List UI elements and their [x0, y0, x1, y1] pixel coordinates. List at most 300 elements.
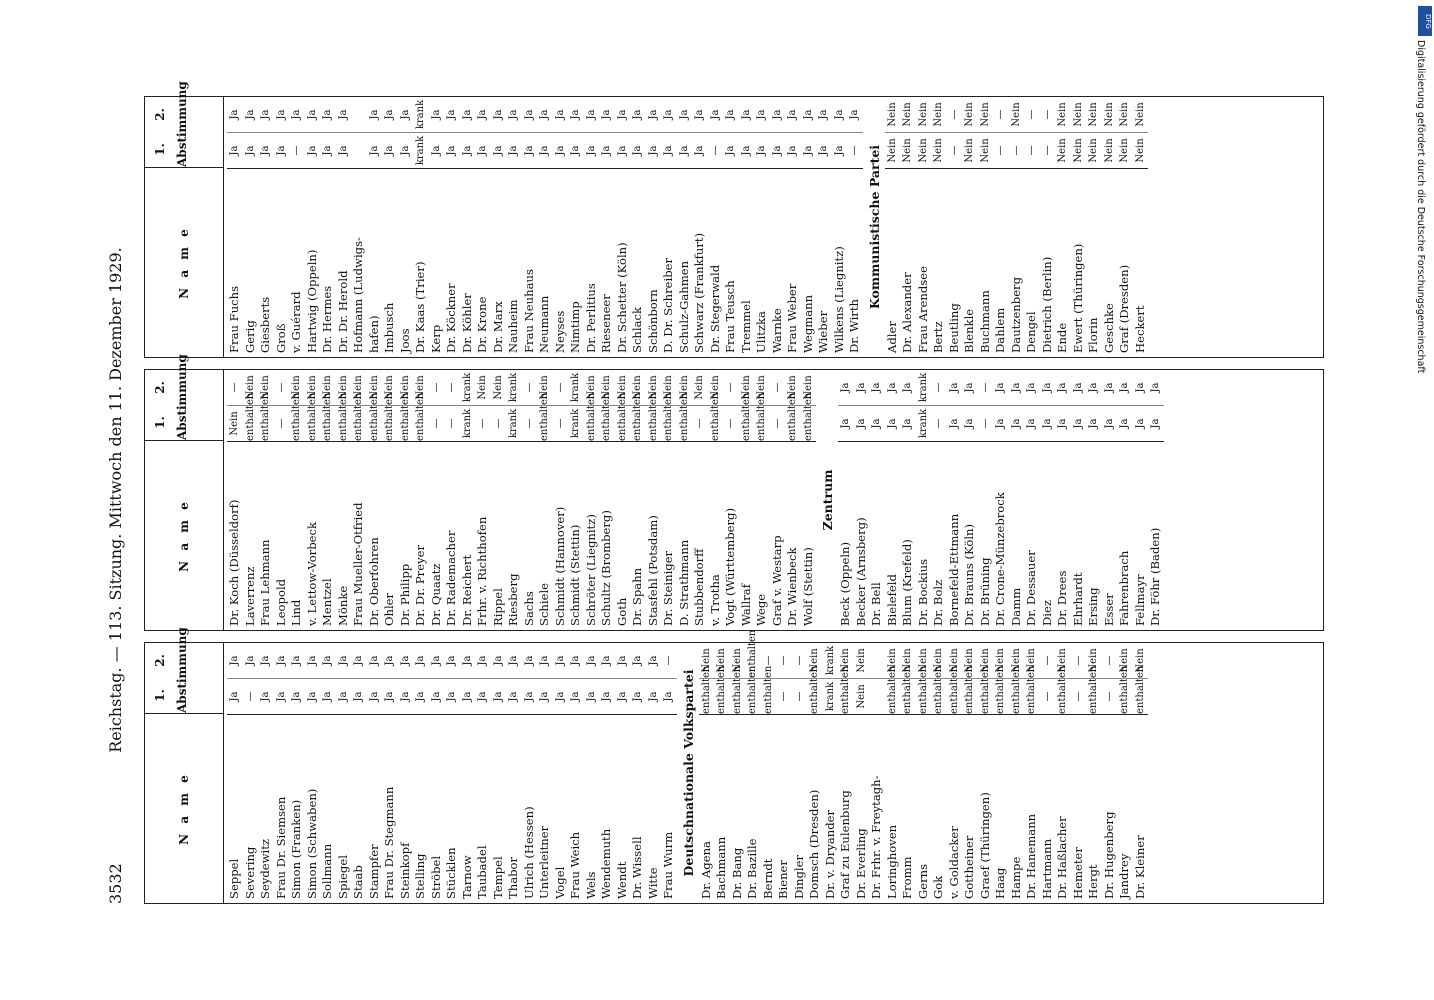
member-name: Dr. Hugenberg	[1101, 811, 1116, 899]
table-row	[962, 370, 978, 630]
member-name: Dr. Wirth	[847, 298, 861, 353]
vote-1: Ja	[568, 133, 584, 169]
vote-2: —	[1040, 643, 1056, 679]
vote-1: Ja	[243, 133, 259, 169]
member-name: Dr. Hanemann	[1024, 813, 1038, 899]
table-row	[816, 97, 832, 357]
vote-1: Ja	[584, 679, 600, 715]
table-row	[978, 97, 994, 357]
table-row	[274, 97, 290, 357]
table-row	[615, 97, 631, 357]
member-name: Dr. Rademacher	[444, 530, 458, 626]
vote-1: Ja	[398, 133, 414, 169]
member-name: Gerig	[242, 320, 257, 353]
member-name: Dr. Drees	[1055, 570, 1069, 626]
vote-1: Ja	[506, 133, 522, 169]
table-row	[444, 643, 460, 903]
table-row	[1102, 370, 1118, 630]
table-row	[962, 643, 978, 903]
member-name: Schwarz (Frankfurt)	[692, 232, 706, 353]
member-name: Giesberts	[258, 296, 272, 353]
vote-2: Nein	[398, 370, 414, 406]
vote-2: Ja	[320, 97, 336, 133]
table-row	[599, 370, 615, 630]
vote-2: Ja	[1055, 370, 1071, 406]
vote-1: Ja	[1040, 406, 1056, 442]
member-name: Wege	[754, 593, 768, 626]
member-name: Schönborn	[645, 289, 660, 353]
table-row	[692, 97, 708, 357]
table-row	[947, 370, 963, 630]
table-row	[854, 370, 870, 630]
vote-1: enthalten	[584, 406, 600, 442]
vote-1: enthalten	[289, 406, 305, 442]
member-name: Dr. Everling	[853, 828, 868, 899]
vote-1: enthalten	[699, 679, 715, 715]
vote-2: Ja	[816, 97, 832, 133]
vote-1: enthalten	[730, 679, 746, 715]
member-name: v. Trotha	[707, 574, 722, 626]
vote-1: —	[1040, 133, 1056, 169]
vote-2: Ja	[475, 643, 491, 679]
vote-1: enthalten	[413, 406, 429, 442]
table-row	[522, 370, 538, 630]
table-row	[537, 643, 553, 903]
member-name: Dr. Haßlacher	[1055, 816, 1069, 899]
vote-2: krank	[413, 97, 429, 133]
vote-1: enthalten	[1024, 679, 1040, 715]
vote-1: enthalten	[900, 679, 916, 715]
vote-2: Ja	[243, 643, 259, 679]
vote-2: Nein	[413, 370, 429, 406]
table-row	[947, 97, 963, 357]
member-name: Dr. Spahn	[630, 567, 644, 626]
member-name: Seydewitz	[258, 838, 272, 899]
table-row	[1133, 643, 1149, 903]
member-name: Dr. Bockius	[915, 558, 930, 626]
vote-1: —	[1071, 679, 1087, 715]
vote-1: enthalten	[1133, 679, 1149, 715]
vote-2: Nein	[646, 370, 662, 406]
vote-2: Ja	[869, 370, 885, 406]
member-name: Hampe	[1008, 856, 1023, 899]
member-name: Mönke	[335, 585, 350, 626]
member-name: Frau Weber	[785, 283, 799, 353]
vote-1: enthalten	[243, 406, 259, 442]
vote2-header: 2.	[153, 381, 167, 394]
vote-1: Ja	[599, 133, 615, 169]
vote-1: enthalten	[305, 406, 321, 442]
table-row	[962, 97, 978, 357]
vote-1: Nein	[931, 133, 947, 169]
member-name: Beck (Oppeln)	[838, 541, 852, 626]
table-row	[646, 643, 662, 903]
member-name: Frau Arendsee	[915, 266, 930, 353]
vote-1: Nein	[1086, 133, 1102, 169]
vote-1: krank	[413, 133, 429, 169]
table-row	[305, 643, 321, 903]
column-1	[144, 627, 1324, 904]
table-row	[723, 370, 739, 630]
table-row	[838, 643, 854, 903]
table-row	[274, 370, 290, 630]
vote-2: Ja	[553, 643, 569, 679]
vote-1: Ja	[900, 406, 916, 442]
vote-1: enthalten	[947, 679, 963, 715]
vote-2: Nein	[491, 370, 507, 406]
vote-1: Nein	[1133, 133, 1149, 169]
vote-1: enthalten	[615, 406, 631, 442]
vote-2: Nein	[615, 370, 631, 406]
vote-2: Ja	[491, 643, 507, 679]
table-row	[413, 97, 429, 357]
vote-2: Nein	[1117, 97, 1133, 133]
vote-1: —	[1102, 679, 1118, 715]
vote-2: Ja	[320, 643, 336, 679]
table-row	[1117, 97, 1133, 357]
vote-2: —	[978, 370, 994, 406]
table-row	[336, 643, 352, 903]
member-name: Schiele	[537, 582, 551, 626]
vote-2: Nein	[320, 370, 336, 406]
vote-2: Nein	[739, 370, 755, 406]
member-name: Dingler	[791, 854, 806, 899]
member-name: Frau Mueller-Otfried	[351, 502, 365, 626]
table-row	[931, 643, 947, 903]
vote-1: Ja	[1024, 406, 1040, 442]
vote-1: Ja	[460, 679, 476, 715]
table-row	[227, 97, 243, 357]
abstimmung-header: Abstimmung	[175, 627, 189, 713]
member-name: v. Guérard	[289, 291, 303, 353]
member-name: Schmidt (Stettin)	[568, 524, 582, 626]
table-row	[429, 97, 445, 357]
vote-2: Ja	[506, 97, 522, 133]
vote-1: —	[274, 406, 290, 442]
vote-2: Nein	[962, 643, 978, 679]
vote-1: enthalten	[1086, 679, 1102, 715]
vote-1: enthalten	[885, 679, 901, 715]
vote-1: Nein	[916, 133, 932, 169]
table-row	[646, 370, 662, 630]
table-row	[776, 643, 792, 903]
column-header	[145, 627, 224, 903]
table-row	[320, 97, 336, 357]
table-row	[677, 97, 693, 357]
vote-1: enthalten	[916, 679, 932, 715]
vote-2: Nein	[947, 643, 963, 679]
vote-2: Nein	[1024, 643, 1040, 679]
vote-2: Nein	[584, 370, 600, 406]
vote-2: Ja	[1148, 370, 1164, 406]
table-row	[506, 97, 522, 357]
vote-1: —	[770, 406, 786, 442]
table-row	[243, 97, 259, 357]
table-row	[792, 643, 808, 903]
table-row	[305, 370, 321, 630]
vote-2: Ja	[398, 643, 414, 679]
vote-1: enthalten	[258, 406, 274, 442]
vote-1: Ja	[289, 679, 305, 715]
vote-2: Nein	[885, 643, 901, 679]
vote-2: Nein	[900, 643, 916, 679]
vote-1: —	[947, 133, 963, 169]
vote-1: Ja	[832, 133, 848, 169]
member-name: Dr. Föhr (Baden)	[1148, 527, 1162, 626]
member-name: Fellmayr	[1132, 574, 1147, 626]
member-name: Frhr. v. Richthofen	[475, 516, 489, 626]
vote-1: Nein	[1117, 133, 1133, 169]
member-name: D. Dr. Schreiber	[661, 257, 675, 353]
vote-2: Nein	[916, 643, 932, 679]
vote-2: —	[792, 643, 808, 679]
abstimmung-header: Abstimmung	[175, 81, 189, 167]
vote-2: Ja	[475, 97, 491, 133]
member-name: Neyses	[552, 310, 567, 353]
member-name: Frau Lehmann	[258, 539, 272, 626]
member-name: Spiegel	[335, 855, 350, 899]
vote-2: Ja	[1133, 370, 1149, 406]
member-name: Ulitzka	[754, 311, 768, 353]
table-row	[900, 370, 916, 630]
vote-1: —	[792, 679, 808, 715]
vote-2: Nein	[838, 643, 854, 679]
vote-2: Ja	[351, 643, 367, 679]
vote-2: Ja	[568, 97, 584, 133]
table-row	[367, 97, 383, 357]
vote-2: —	[770, 370, 786, 406]
table-row	[475, 643, 491, 903]
table-row	[553, 370, 569, 630]
member-name: Dr. Oberfohren	[366, 537, 381, 626]
table-row	[708, 370, 724, 630]
vote-1: —	[553, 406, 569, 442]
table-row	[584, 643, 600, 903]
member-name: Vogt (Württemberg)	[723, 508, 737, 626]
vote-2: Nein	[978, 97, 994, 133]
vote-2: Nein	[243, 370, 259, 406]
table-row	[978, 370, 994, 630]
vote-2: —	[723, 370, 739, 406]
table-row	[553, 97, 569, 357]
vote-1: Ja	[584, 133, 600, 169]
party-heading: Zentrum	[820, 469, 835, 531]
member-name: Dr. Bang	[729, 847, 744, 899]
member-name: Simon (Schwaben)	[304, 788, 319, 899]
table-row	[978, 643, 994, 903]
vote-1: Ja	[816, 133, 832, 169]
vote-2: Ja	[785, 97, 801, 133]
vote-2: —	[522, 370, 538, 406]
table-row	[491, 97, 507, 357]
member-name: Dr. Marx	[490, 301, 505, 353]
vote-2: —	[931, 370, 947, 406]
table-row	[1024, 643, 1040, 903]
table-row	[630, 643, 646, 903]
member-name: Geschke	[1101, 303, 1116, 353]
member-name: Dr. Brüning	[977, 557, 992, 626]
table-row	[770, 370, 786, 630]
member-name: Neumann	[537, 295, 551, 353]
table-row	[522, 97, 538, 357]
member-name: Kerp	[428, 324, 443, 353]
vote-1: Ja	[785, 133, 801, 169]
member-name: hafen)	[366, 315, 381, 353]
member-name: Gok	[931, 875, 945, 899]
vote-2: Nein	[708, 370, 724, 406]
table-row	[754, 370, 770, 630]
table-row	[1071, 370, 1087, 630]
table-row	[723, 97, 739, 357]
vote-2: Ja	[398, 97, 414, 133]
member-name: Ende	[1055, 322, 1069, 353]
vote-2: Nein	[900, 97, 916, 133]
member-name: Frau Dr. Siemsen	[273, 796, 288, 899]
table-row	[491, 370, 507, 630]
member-name: Ohler	[382, 592, 396, 626]
vote-1: Ja	[854, 406, 870, 442]
table-row	[1040, 97, 1056, 357]
member-name: Domsch (Dresden)	[807, 789, 821, 899]
page-number: 3532	[106, 863, 125, 904]
vote-2: Ja	[854, 370, 870, 406]
vote-1: enthalten	[754, 406, 770, 442]
vote-1: Ja	[770, 133, 786, 169]
table-row	[506, 643, 522, 903]
vote-2: Ja	[646, 97, 662, 133]
table-row	[993, 370, 1009, 630]
vote-1: —	[978, 406, 994, 442]
vote-2: Nein	[289, 370, 305, 406]
table-row	[823, 643, 839, 903]
table-row	[754, 97, 770, 357]
member-name: Dr. Dessauer	[1024, 550, 1038, 626]
member-name: Witte	[645, 867, 660, 899]
member-name: Steinkopf	[397, 842, 412, 899]
vote-1: krank	[460, 406, 476, 442]
member-name: D. Strathmann	[676, 539, 691, 626]
table-row	[916, 643, 932, 903]
table-row	[900, 97, 916, 357]
table-row	[367, 370, 383, 630]
vote-2: Ja	[599, 643, 615, 679]
table-row	[568, 643, 584, 903]
table-row	[584, 370, 600, 630]
table-row	[900, 643, 916, 903]
vote-1: krank	[568, 406, 584, 442]
table-row	[413, 370, 429, 630]
member-name: Joos	[397, 328, 412, 353]
vote-2: Ja	[367, 97, 383, 133]
vote-1: enthalten	[630, 406, 646, 442]
vote-2: Ja	[429, 97, 445, 133]
table-row	[1117, 370, 1133, 630]
member-name: Staab	[351, 865, 365, 899]
member-name: Ewert (Thüringen)	[1070, 243, 1085, 353]
table-row	[258, 370, 274, 630]
member-name: Nimtimp	[568, 301, 582, 353]
vote-2: enthalten	[745, 643, 761, 679]
name-header: N a m e	[177, 499, 191, 572]
table-row	[351, 97, 367, 357]
vote-1: enthalten	[993, 679, 1009, 715]
member-name: Dr. Philipp	[397, 563, 412, 626]
vote-1: Ja	[1102, 406, 1118, 442]
vote-2: —	[761, 643, 777, 679]
vote-2: Ja	[1024, 370, 1040, 406]
member-name: Dr. Reichert	[459, 554, 474, 626]
member-name: Dr. Wissell	[630, 836, 644, 899]
vote-2: Ja	[615, 97, 631, 133]
page-title: Reichstag. — 113. Sitzung. Mittwoch den 11. Dezember 1929.	[106, 247, 125, 753]
table-row	[708, 97, 724, 357]
vote-1: Ja	[305, 679, 321, 715]
vote-2: Ja	[537, 643, 553, 679]
table-row	[993, 643, 1009, 903]
table-row	[661, 643, 677, 903]
member-name: Frau Teusch	[723, 280, 737, 353]
vote1-header: 1.	[153, 143, 167, 156]
table-row	[699, 643, 715, 903]
vote-2: Nein	[661, 370, 677, 406]
vote-2: krank	[506, 370, 522, 406]
vote-1: enthalten	[646, 406, 662, 442]
vote-1: Ja	[506, 679, 522, 715]
vote-1: enthalten	[962, 679, 978, 715]
vote-2: Ja	[258, 97, 274, 133]
member-name: Wendemuth	[599, 828, 613, 899]
vote-1: Ja	[1117, 406, 1133, 442]
vote-1: —	[847, 133, 863, 169]
member-name: Frau Dr. Stegmann	[382, 786, 396, 899]
vote-2: krank	[823, 643, 839, 679]
vote-1: enthalten	[739, 406, 755, 442]
member-name: Hofmann (Ludwigs-	[351, 237, 365, 353]
member-name: Dr. Steiniger	[661, 550, 675, 626]
vote2-header: 2.	[153, 654, 167, 667]
member-name: Stampfer	[366, 844, 381, 899]
member-name: Dietrich (Berlin)	[1039, 256, 1054, 353]
member-name: Dr. Wienbeck	[785, 547, 799, 626]
vote-1: Ja	[615, 133, 631, 169]
vote-2: —	[429, 370, 445, 406]
member-name: Bornefeld-Ettmann	[946, 513, 961, 626]
vote-1: —	[708, 133, 724, 169]
vote-2: Ja	[367, 643, 383, 679]
vote-1: Ja	[491, 133, 507, 169]
vote-1: enthalten	[320, 406, 336, 442]
vote-1: —	[491, 406, 507, 442]
vote-1: enthalten	[661, 406, 677, 442]
vote-2: Nein	[993, 643, 1009, 679]
table-row	[1055, 370, 1071, 630]
member-name: Dr. Krone	[475, 296, 489, 353]
member-name: Dr. Crone-Münzebrock	[993, 492, 1007, 626]
vote-2: Ja	[630, 97, 646, 133]
vote-1: —	[243, 679, 259, 715]
member-name: Damm	[1008, 587, 1023, 626]
name-header: N a m e	[177, 772, 191, 845]
vote-2: Ja	[305, 643, 321, 679]
member-name: Dr. Bazille	[745, 838, 759, 899]
member-name: Leopold	[273, 578, 288, 626]
vote-1: Ja	[320, 133, 336, 169]
table-row	[785, 370, 801, 630]
member-name: Wilkens (Liegnitz)	[831, 246, 846, 353]
member-name: Esser	[1101, 593, 1116, 626]
vote-1: Nein	[962, 133, 978, 169]
table-row	[1071, 643, 1087, 903]
